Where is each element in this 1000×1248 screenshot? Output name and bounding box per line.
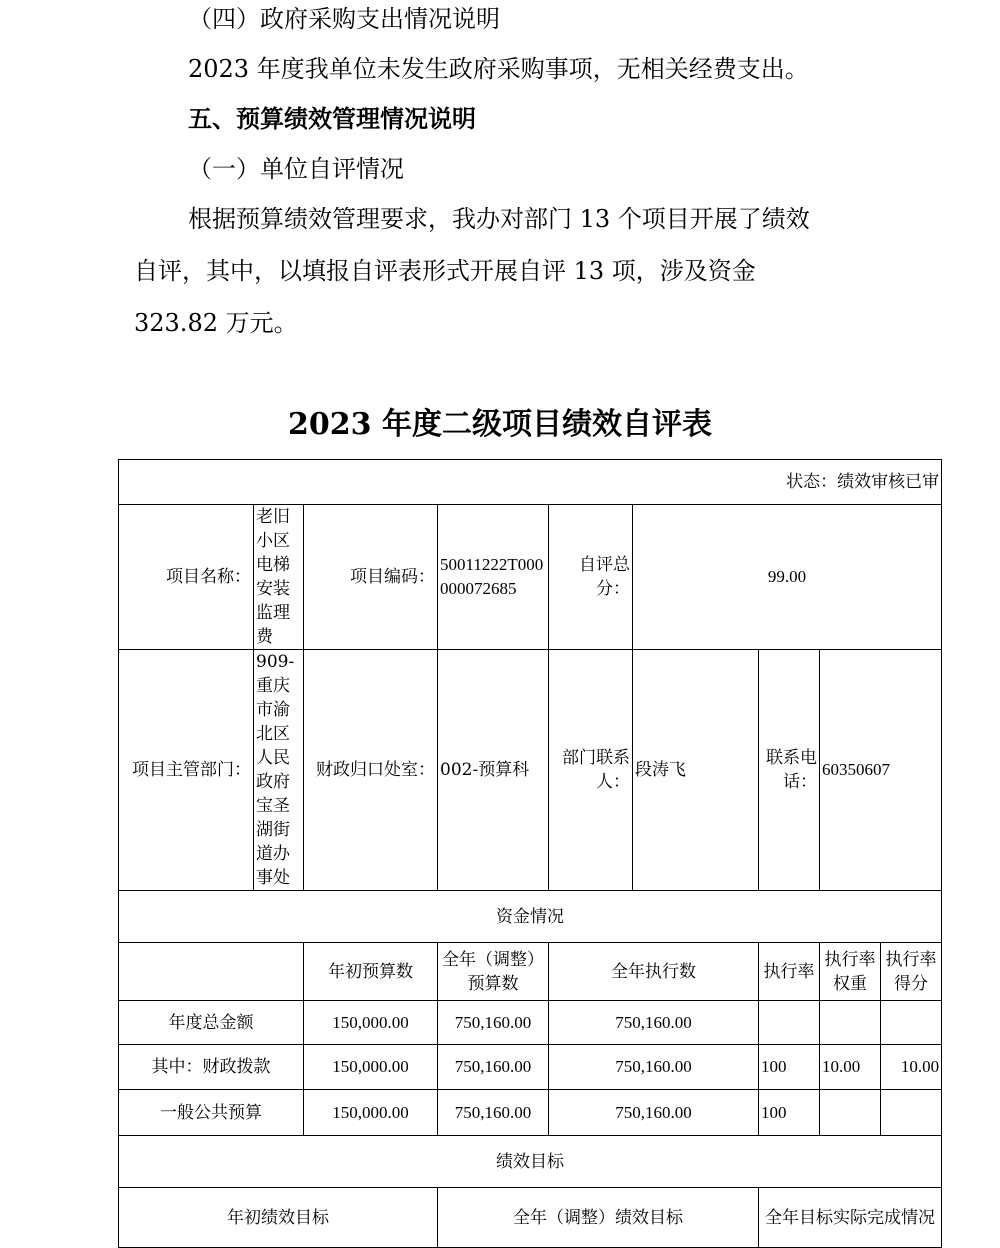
perf-section-title: 绩效目标 [119, 1136, 942, 1188]
fund-initial: 150,000.00 [304, 1090, 438, 1136]
project-name-row [119, 505, 942, 650]
fund-weight: 10.00 [820, 1045, 881, 1090]
fund-row-label: 年度总金额 [119, 1001, 304, 1045]
perf-header-row [119, 1188, 942, 1248]
header-initial-budget: 年初预算数 [304, 943, 438, 1001]
status-row [119, 460, 942, 505]
section-5-1-line-3: 323.82 万元。 [134, 309, 298, 337]
section-5-1-line-1: 根据预算绩效管理要求，我办对部门 13 个项目开展了绩效 [188, 205, 810, 233]
finance-office-label: 财政归口处室： [304, 650, 438, 891]
header-rate-score: 执行率得分 [881, 943, 942, 1001]
fund-adjusted: 750,160.00 [438, 1090, 549, 1136]
fund-row-total [119, 1001, 942, 1045]
contact-value: 段涛飞 [633, 650, 759, 891]
fund-executed: 750,160.00 [549, 1090, 759, 1136]
section-4-heading: （四）政府采购支出情况说明 [188, 5, 500, 33]
self-score-value: 99.00 [633, 505, 942, 650]
fund-row-label: 其中：财政拨款 [119, 1045, 304, 1090]
fund-rate: 100 [759, 1045, 820, 1090]
project-code-value: 50011222T000000072685 [438, 505, 549, 650]
department-row [119, 650, 942, 891]
contact-label: 部门联系人： [549, 650, 633, 891]
section-5-1-line-2: 自评，其中，以填报自评表形式开展自评 13 项，涉及资金 [134, 257, 756, 285]
perf-header-initial: 年初绩效目标 [119, 1188, 438, 1248]
fund-initial: 150,000.00 [304, 1045, 438, 1090]
header-rate-weight-text: 执行率权重 [824, 949, 876, 994]
fund-rate [759, 1001, 820, 1045]
section-5-heading: 五、预算绩效管理情况说明 [188, 104, 476, 133]
perf-header-actual: 全年目标实际完成情况 [759, 1188, 942, 1248]
project-name-value: 老旧小区电梯安装监理费 [254, 505, 304, 650]
fund-initial: 150,000.00 [304, 1001, 438, 1045]
fund-row-general [119, 1090, 942, 1136]
fund-adjusted: 750,160.00 [438, 1045, 549, 1090]
finance-office-value: 002-预算科 [438, 650, 549, 891]
fund-adjusted: 750,160.00 [438, 1001, 549, 1045]
department-label: 项目主管部门： [119, 650, 254, 891]
performance-self-evaluation-table [118, 459, 942, 1248]
department-value: 909-重庆市渝北区人民政府宝圣湖街道办事处 [254, 650, 304, 891]
phone-value: 60350607 [820, 650, 942, 891]
fund-score [881, 1001, 942, 1045]
table-title: 2023 年度二级项目绩效自评表 [288, 407, 712, 442]
fund-executed: 750,160.00 [549, 1001, 759, 1045]
fund-header-blank [119, 943, 304, 1001]
fund-section-row [119, 891, 942, 943]
fund-row-fiscal [119, 1045, 942, 1090]
fund-rate: 100 [759, 1090, 820, 1136]
fund-executed: 750,160.00 [549, 1045, 759, 1090]
header-exec-rate: 执行率 [759, 943, 820, 1001]
header-executed: 全年执行数 [549, 943, 759, 1001]
fund-score: 10.00 [881, 1045, 942, 1090]
status-text: 状态：绩效审核已审 [119, 460, 942, 505]
fund-row-label: 一般公共预算 [119, 1090, 304, 1136]
fund-section-title: 资金情况 [119, 891, 942, 943]
phone-label: 联系电话： [759, 650, 820, 891]
section-5-1-heading: （一）单位自评情况 [188, 155, 404, 183]
section-4-text: 2023 年度我单位未发生政府采购事项，无相关经费支出。 [188, 55, 809, 83]
fund-weight [820, 1090, 881, 1136]
project-name-label: 项目名称： [119, 505, 254, 650]
fund-score [881, 1090, 942, 1136]
perf-section-row [119, 1136, 942, 1188]
header-rate-weight [820, 943, 881, 1001]
self-score-label: 自评总分： [549, 505, 633, 650]
fund-header-row [119, 943, 942, 1001]
project-code-label-text: 项目编码： [350, 567, 435, 587]
project-code-label [304, 505, 438, 650]
header-adjusted-budget: 全年（调整）预算数 [438, 943, 549, 1001]
perf-header-adjusted: 全年（调整）绩效目标 [438, 1188, 759, 1248]
fund-weight [820, 1001, 881, 1045]
